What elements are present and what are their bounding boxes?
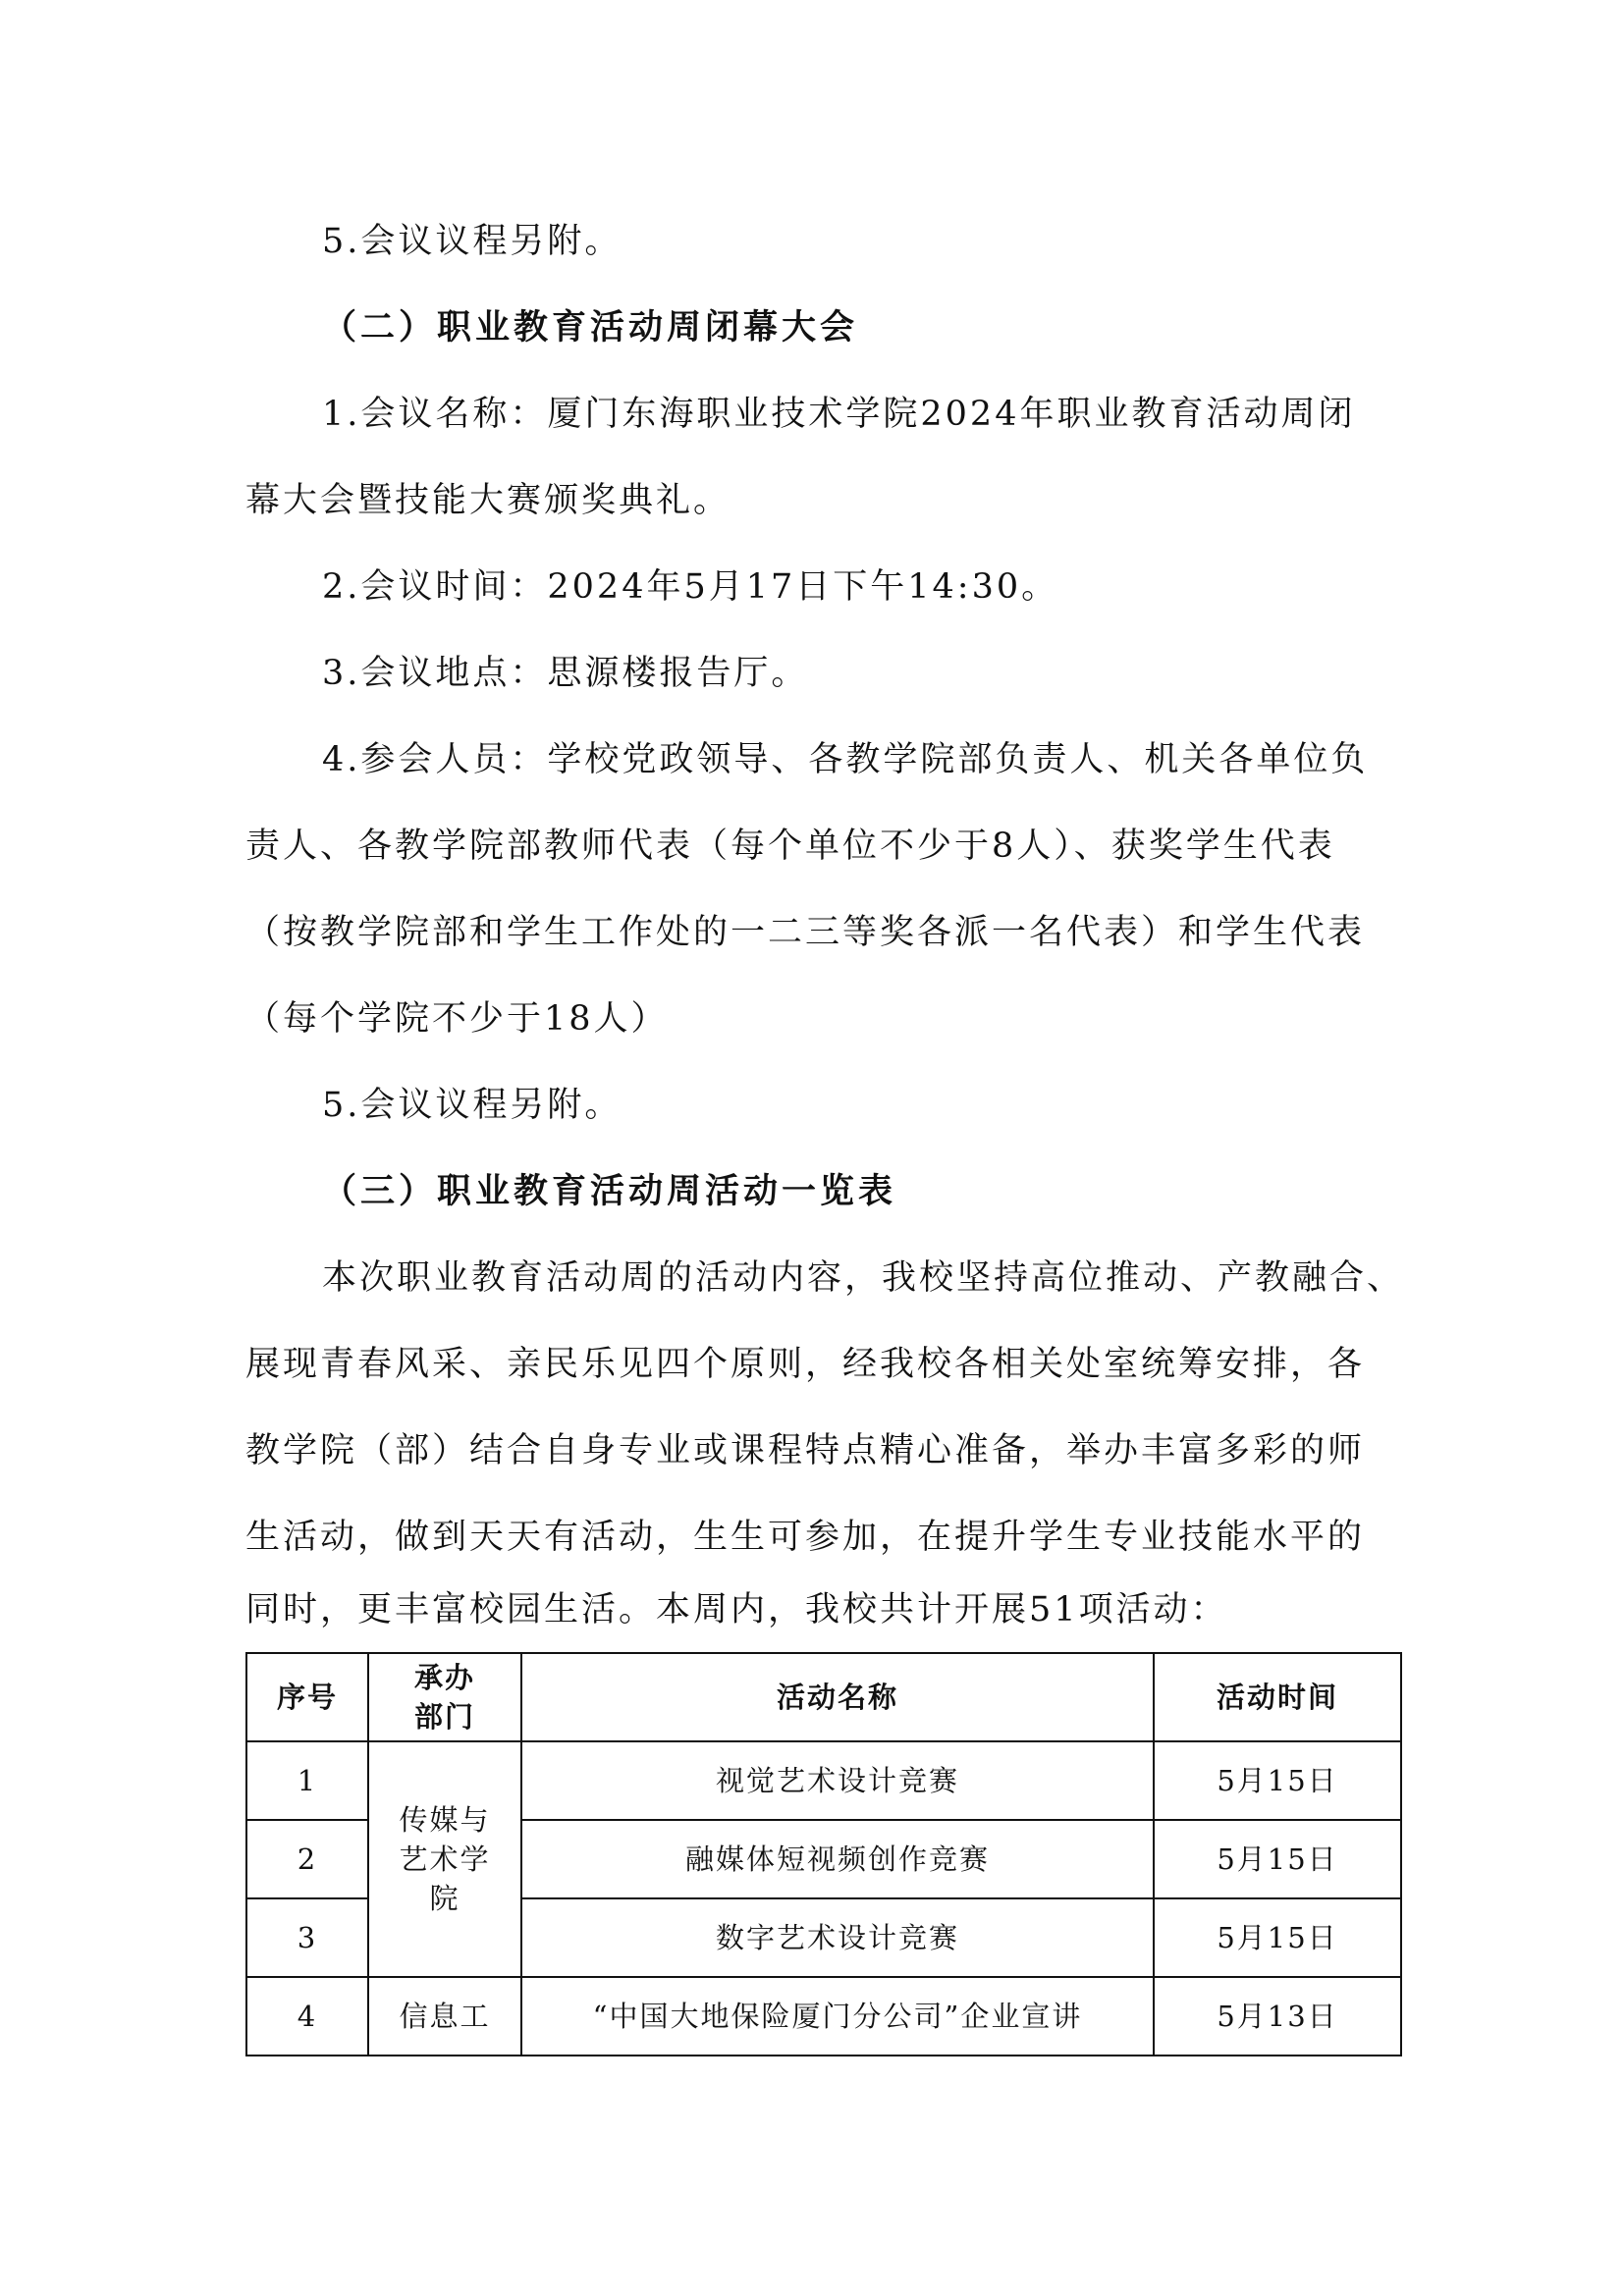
paragraph-line: 幕大会暨技能大赛颁奖典礼。 <box>245 481 731 520</box>
section-heading: （二）职业教育活动周闭幕大会 <box>322 308 859 347</box>
cell-name: 融媒体短视频创作竞赛 <box>521 1820 1154 1898</box>
paragraph-line: 3.会议地点：思源楼报告厅。 <box>322 654 809 693</box>
cell-dept: 信息工 <box>368 1977 521 2056</box>
header-name: 活动名称 <box>521 1653 1154 1741</box>
paragraph-line: 本次职业教育活动周的活动内容，我校坚持高位推动、产教融合、 <box>322 1258 1405 1298</box>
paragraph-line: 展现青春风采、亲民乐见四个原则，经我校各相关处室统筹安排，各 <box>245 1345 1366 1384</box>
cell-no: 4 <box>246 1977 368 2056</box>
cell-time: 5月15日 <box>1154 1741 1401 1820</box>
header-time: 活动时间 <box>1154 1653 1401 1741</box>
paragraph-line: 责人、各教学院部教师代表（每个单位不少于8人）、获奖学生代表 <box>245 827 1335 866</box>
paragraph-line: 1.会议名称：厦门东海职业技术学院2024年职业教育活动周闭 <box>322 395 1356 434</box>
cell-no: 2 <box>246 1820 368 1898</box>
paragraph-line: 4.参会人员：学校党政领导、各教学院部负责人、机关各单位负 <box>322 740 1369 779</box>
cell-no: 3 <box>246 1898 368 1977</box>
cell-no: 1 <box>246 1741 368 1820</box>
cell-name: 数字艺术设计竞赛 <box>521 1898 1154 1977</box>
paragraph-line: 5.会议议程另附。 <box>322 222 623 261</box>
paragraph-line: 2.会议时间：2024年5月17日下午14:30。 <box>322 567 1059 607</box>
table-header-row <box>246 1653 1401 1741</box>
cell-name: “中国大地保险厦门分公司”企业宣讲 <box>521 1977 1154 2056</box>
table-row <box>246 1977 1401 2056</box>
activity-table <box>245 1652 1402 2056</box>
cell-time: 5月15日 <box>1154 1898 1401 1977</box>
table-row <box>246 1741 1401 1820</box>
header-dept: 承办部门 <box>368 1653 521 1741</box>
paragraph-line: 生活动，做到天天有活动，生生可参加，在提升学生专业技能水平的 <box>245 1518 1366 1557</box>
paragraph-line: （按教学院部和学生工作处的一二三等奖各派一名代表）和学生代表 <box>245 913 1366 952</box>
paragraph-line: （每个学院不少于18人） <box>245 999 669 1039</box>
cell-dept: 传媒与艺术学院 <box>368 1741 521 1977</box>
paragraph-line: 5.会议议程另附。 <box>322 1086 623 1125</box>
cell-name: 视觉艺术设计竞赛 <box>521 1741 1154 1820</box>
header-no: 序号 <box>246 1653 368 1741</box>
section-heading: （三）职业教育活动周活动一览表 <box>322 1172 897 1211</box>
paragraph-line: 同时，更丰富校园生活。本周内，我校共计开展51项活动： <box>245 1590 1228 1629</box>
cell-time: 5月13日 <box>1154 1977 1401 2056</box>
paragraph-line: 教学院（部）结合自身专业或课程特点精心准备，举办丰富多彩的师 <box>245 1431 1366 1470</box>
cell-time: 5月15日 <box>1154 1820 1401 1898</box>
